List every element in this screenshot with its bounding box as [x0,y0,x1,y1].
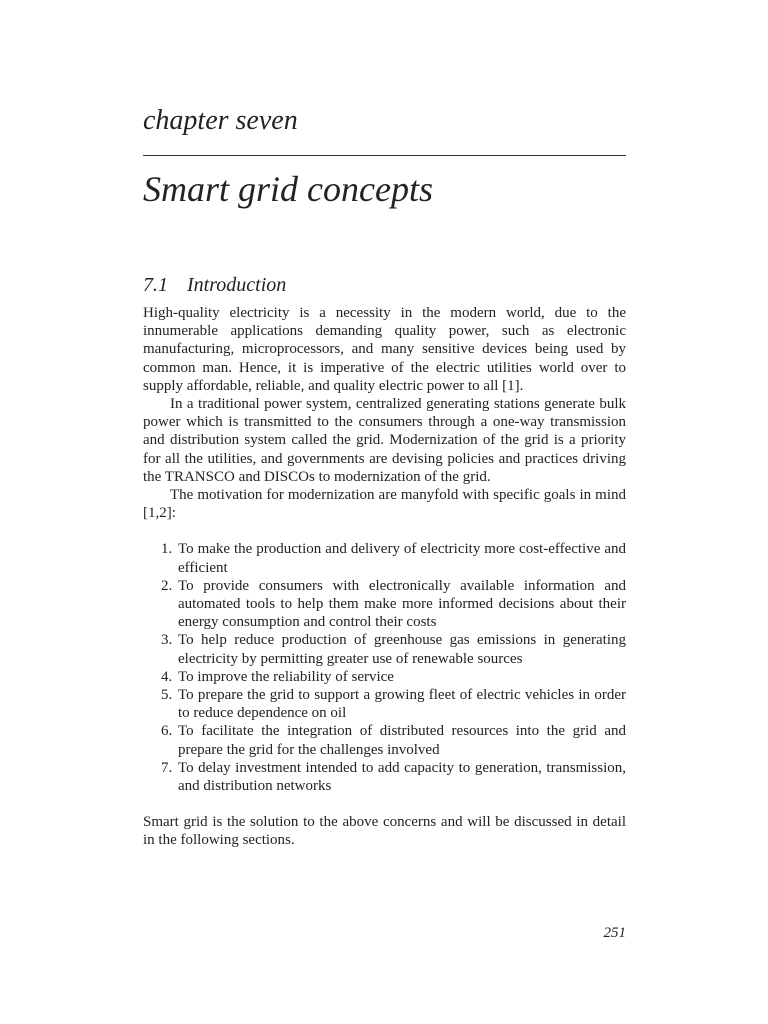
goal-number: 4. [161,668,173,685]
goal-item [143,668,626,686]
goal-number: 6. [161,723,173,740]
goals-list [143,540,626,795]
section-title: Introduction [187,274,287,296]
goal-text: To prepare the grid to support a growing fleet of electric vehicles in order to reduce dependence on oil [178,687,626,722]
section-number: 7.1 [143,274,168,296]
chapter-label: chapter seven [143,105,298,136]
goal-number: 5. [161,687,173,704]
goal-text: To help reduce production of greenhouse gas emissions in generating electricity by permitting greater use of renewable sources [178,632,626,667]
paragraph-1: High-quality electricity is a necessity in the modern world, due to the innumerable applications demanding quality power, such as electronic manufacturing, microprocessors, and many sensitive devices being used by common man. Hence, it is imperative of the electric utilities world over to supply affordable, reliable, and quality electric power to all [1]. [143,305,626,394]
goal-number: 1. [161,541,173,558]
goal-item [143,631,626,667]
section-heading [143,272,286,298]
section-body [143,304,626,850]
goal-text: To delay investment intended to add capacity to generation, transmission, and distribution networks [178,759,626,795]
paragraph-2: In a traditional power system, centralized generating stations generate bulk power which is transmitted to the consumers through a one-way transmission and distribution system called the grid. Modernization of the grid is a priority for all the utilities, and governments are devising policies and practices driving the TRANSCO and DISCOs to modernization of the grid. [143,396,626,485]
goal-number: 2. [161,577,173,594]
chapter-title: Smart grid concepts [143,169,433,209]
goal-item [143,540,626,576]
goal-text: To facilitate the integration of distributed resources into the grid and prepare the grid for the challenges involved [178,723,626,758]
paragraph-3: The motivation for modernization are manyfold with specific goals in mind [1,2]: [143,487,626,522]
goal-item [143,759,626,795]
goal-item [143,722,626,758]
goal-item [143,686,626,722]
goal-number: 3. [161,632,173,649]
page-number: 251 [603,925,626,941]
chapter-divider [143,155,626,156]
goal-text: To improve the reliability of service [178,668,394,685]
goal-number: 7. [161,759,173,776]
goal-item [143,577,626,632]
goal-text: To provide consumers with electronically available information and automated tools to help them make more informed decisions about their energy consumption and control their costs [178,577,626,631]
closing-paragraph: Smart grid is the solution to the above concerns and will be discussed in detail in the following sections. [143,814,626,849]
goal-text: To make the production and delivery of electricity more cost-effective and efficient [178,541,626,576]
